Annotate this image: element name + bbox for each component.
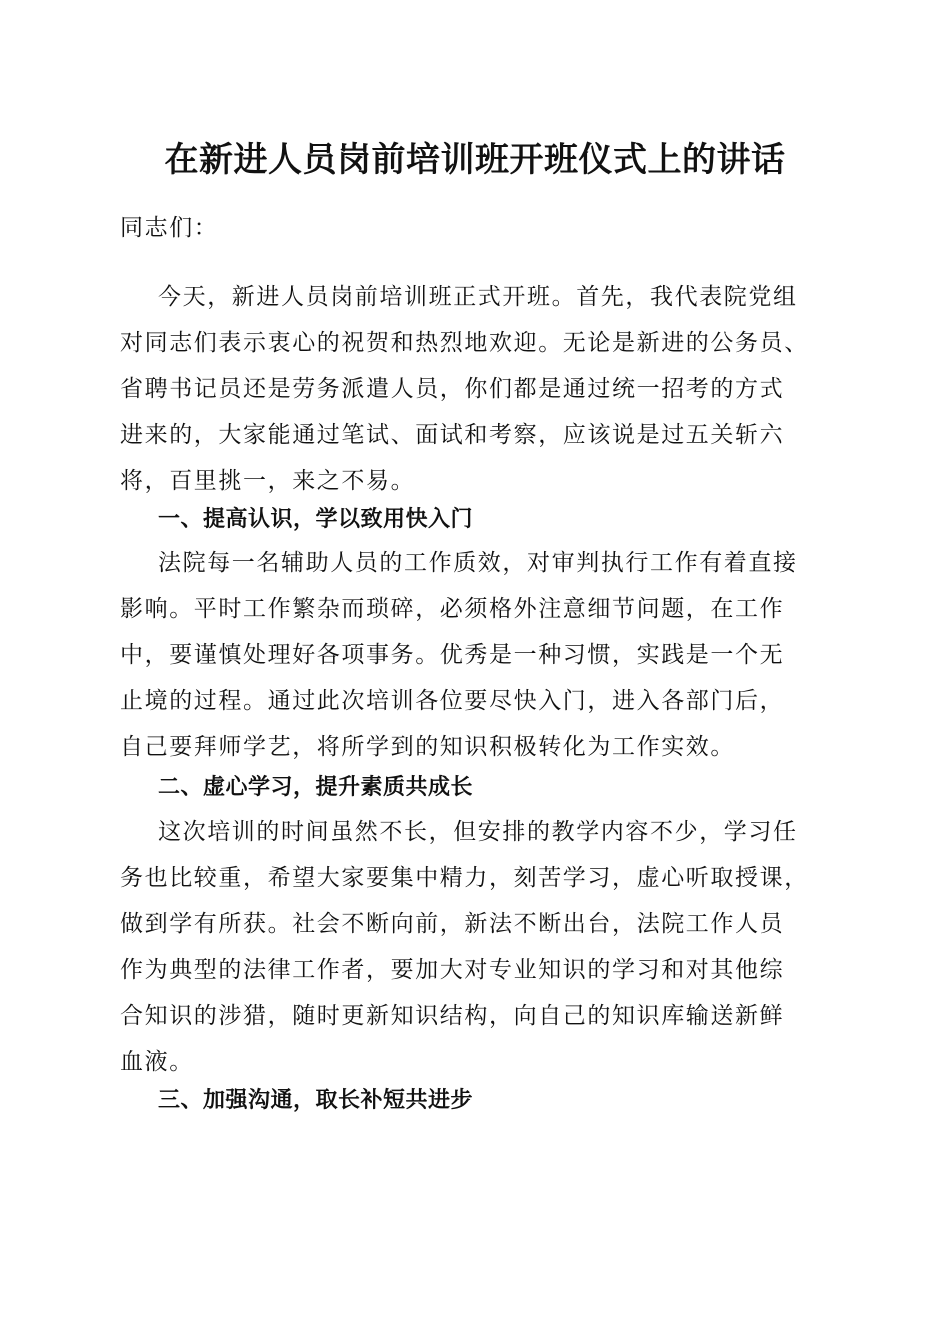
section-paragraph-2	[120, 809, 840, 1085]
salutation-text: 同志们：	[120, 215, 219, 241]
paragraph-line: 进来的，大家能通过笔试、面试和考察，应该说是过五关斩六	[120, 422, 785, 448]
paragraph-line: 务也比较重，希望大家要集中精力，刻苦学习，虚心听取授课，	[120, 865, 809, 891]
paragraph-line: 省聘书记员还是劳务派遣人员，你们都是通过统一招考的方式	[120, 376, 785, 402]
paragraph-line: 自己要拜师学艺，将所学到的知识积极转化为工作实效。	[120, 734, 735, 760]
paragraph-line: 合知识的涉猎，随时更新知识结构，向自己的知识库输送新鲜	[120, 1003, 785, 1029]
paragraph-line: 影响。平时工作繁杂而琐碎，必须格外注意细节问题，在工作	[120, 596, 785, 622]
paragraph-line: 作为典型的法律工作者，要加大对专业知识的学习和对其他综	[120, 957, 785, 983]
paragraph-line: 血液。	[120, 1049, 194, 1075]
section-heading-3: 三、加强沟通，取长补短共进步	[158, 1088, 474, 1113]
paragraph-line: 这次培训的时间虽然不长，但安排的教学内容不少，学习任	[158, 819, 798, 845]
intro-paragraph	[120, 274, 840, 504]
paragraph-line: 对同志们表示衷心的祝贺和热烈地欢迎。无论是新进的公务员、	[120, 330, 809, 356]
section-paragraph-1	[120, 540, 840, 770]
salutation	[120, 205, 840, 251]
paragraph-line: 止境的过程。通过此次培训各位要尽快入门，进入各部门后，	[120, 688, 785, 714]
paragraph-line: 法院每一名辅助人员的工作质效，对审判执行工作有着直接	[158, 550, 798, 576]
paragraph-line: 将，百里挑一，来之不易。	[120, 468, 416, 494]
document-title: 在新进人员岗前培训班开班仪式上的讲话	[164, 140, 786, 180]
paragraph-line: 今天，新进人员岗前培训班正式开班。首先，我代表院党组	[158, 284, 798, 310]
section-heading-1: 一、提高认识，学以致用快入门	[158, 507, 474, 532]
paragraph-line: 做到学有所获。社会不断向前，新法不断出台，法院工作人员	[120, 911, 785, 937]
section-heading-2: 二、虚心学习，提升素质共成长	[158, 775, 474, 800]
paragraph-line: 中，要谨慎处理好各项事务。优秀是一种习惯，实践是一个无	[120, 642, 785, 668]
